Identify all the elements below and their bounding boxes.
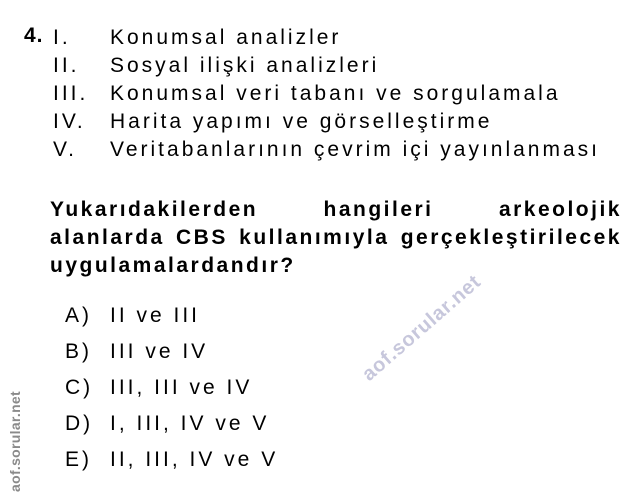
statement-row-2 (53, 52, 600, 80)
option-row-b[interactable] (65, 334, 278, 370)
option-text: II, III, IV ve V (110, 448, 279, 471)
side-watermark-text: aof.sorular.net (7, 391, 23, 492)
statement-numeral: III. (53, 82, 89, 105)
answer-options (65, 298, 278, 478)
statement-text: Harita yapımı ve görselleştirme (110, 110, 493, 133)
statement-numeral: IV. (53, 110, 86, 133)
statement-numeral: V. (53, 138, 77, 161)
option-letter: E) (65, 448, 92, 471)
option-letter: C) (65, 376, 94, 399)
statement-numeral: I. (53, 26, 71, 49)
statement-row-5 (53, 136, 600, 164)
option-text: III, III ve IV (110, 376, 253, 399)
option-row-e[interactable] (65, 442, 278, 478)
statement-text: Veritabanlarının çevrim içi yayınlanması (110, 138, 600, 161)
stem-line-2: alanlarda CBS kullanımıyla gerçekleştirilecek (50, 226, 622, 249)
statement-list (53, 24, 600, 164)
option-row-d[interactable] (65, 406, 278, 442)
option-text: III ve IV (110, 340, 209, 363)
option-text: I, III, IV ve V (110, 412, 270, 435)
option-letter: D) (65, 412, 94, 435)
option-letter: B) (65, 340, 92, 363)
option-letter: A) (65, 304, 92, 327)
statement-row-4 (53, 108, 600, 136)
option-text: II ve III (110, 304, 201, 327)
question-stem (50, 196, 622, 280)
diagonal-watermark-text: aof.sorular.net (357, 270, 486, 386)
statement-row-3 (53, 80, 600, 108)
statement-numeral: II. (53, 54, 80, 77)
statement-text: Konumsal veri tabanı ve sorgulamala (110, 82, 561, 105)
option-row-c[interactable] (65, 370, 278, 406)
stem-line-1: Yukarıdakilerden hangileri arkeolojik (50, 198, 622, 221)
stem-line-3: uygulamalardandır? (50, 254, 296, 277)
statement-text: Konumsal analizler (110, 26, 342, 49)
option-row-a[interactable] (65, 298, 278, 334)
statement-text: Sosyal ilişki analizleri (110, 54, 380, 77)
statement-row-1 (53, 24, 600, 52)
question-number: 4. (24, 24, 44, 47)
